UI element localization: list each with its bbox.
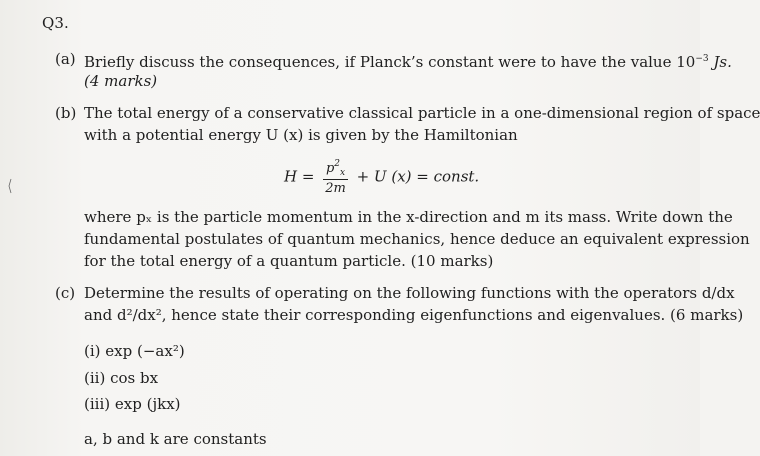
sub-item-iii-label: (iii) bbox=[84, 395, 111, 413]
part-a-line-1 bbox=[84, 48, 732, 73]
part-a-unit: Js. bbox=[713, 53, 732, 71]
part-b-line-5: for the total energy of a quantum particle. (10 marks) bbox=[84, 252, 494, 270]
sub-item-ii bbox=[84, 367, 158, 389]
part-c-line-2: and d²/dx², hence state their corresponding eigenfunctions and eigenvalues. (6 marks) bbox=[84, 306, 744, 324]
fraction-denominator: 2m bbox=[325, 181, 346, 196]
sub-item-iii-text: exp (jkx) bbox=[114, 395, 181, 413]
sub-item-ii-text: cos bx bbox=[110, 369, 159, 387]
part-a-label: (a) bbox=[55, 50, 76, 68]
margin-tick-mark bbox=[8, 178, 12, 194]
part-a-line-1-prefix: Briefly discuss the consequences, if Planck’s constant were to have the value 10 bbox=[84, 53, 696, 71]
part-b-line-4: fundamental postulates of quantum mechanics, hence deduce an equivalent expression bbox=[84, 230, 750, 248]
hamiltonian-equation bbox=[284, 160, 479, 195]
part-b-line-3: where pₓ is the particle momentum in the x-direction and m its mass. Write down the bbox=[84, 208, 733, 226]
part-c-label: (c) bbox=[55, 284, 76, 302]
part-b-line-2: with a potential energy U (x) is given by the Hamiltonian bbox=[84, 126, 518, 144]
sub-item-i bbox=[84, 340, 185, 362]
part-c-line-1: Determine the results of operating on the following functions with the operators d/dx bbox=[84, 284, 735, 302]
numerator-base: p bbox=[325, 161, 335, 176]
numerator-subscript: x bbox=[340, 168, 346, 178]
question-number: Q3. bbox=[42, 14, 69, 32]
part-b-line-1: The total energy of a conservative classical particle in a one-dimensional region of space bbox=[84, 104, 760, 122]
equation-rhs: + U (x) = const. bbox=[356, 167, 480, 186]
sub-item-i-label: (i) bbox=[84, 342, 101, 360]
constants-note: a, b and k are constants bbox=[84, 430, 267, 448]
sub-item-ii-label: (ii) bbox=[84, 369, 106, 387]
sub-item-iii bbox=[84, 393, 181, 415]
numerator-power: 2 bbox=[334, 159, 340, 169]
equation-lhs: H = bbox=[284, 167, 315, 186]
equation-fraction bbox=[323, 160, 348, 195]
fraction-numerator bbox=[323, 160, 348, 180]
part-a-exponent: −3 bbox=[695, 54, 709, 64]
sub-item-i-text: exp (−ax²) bbox=[105, 342, 185, 360]
part-b-label: (b) bbox=[55, 104, 77, 122]
part-a-marks: (4 marks) bbox=[84, 72, 158, 90]
